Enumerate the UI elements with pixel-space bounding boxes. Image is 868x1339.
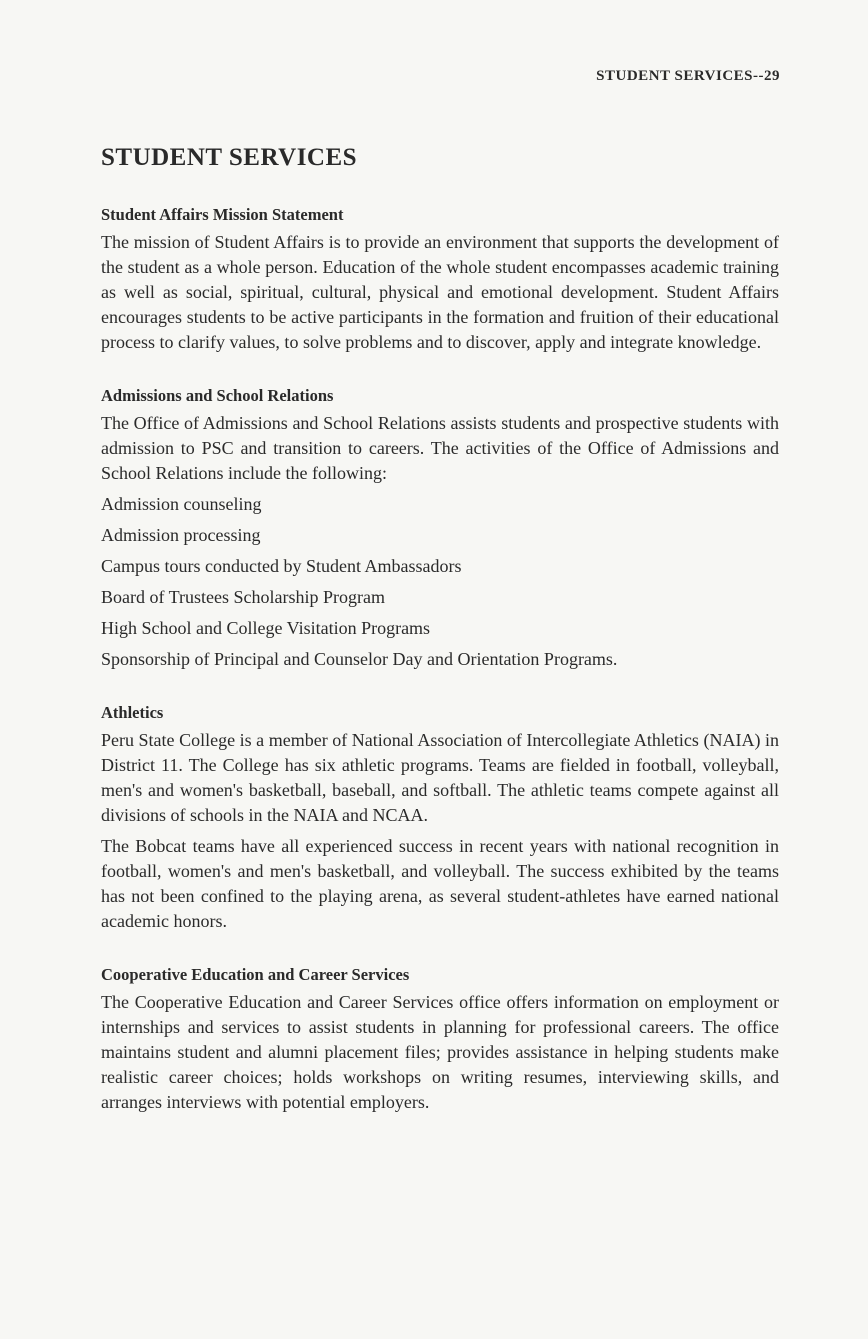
list-item: Board of Trustees Scholarship Program [101,587,385,607]
page-title: STUDENT SERVICES [101,144,358,171]
paragraph: Peru State College is a member of National Association of Intercollegiate Athletics (NAIA) in District 11. The College has six athletic programs. Teams are fielded in football, volleyball, men's and women's basketball, baseball, and softball. The athletic teams compete against all divisions of schools in the NAIA and NCAA. [101,730,779,825]
page-content [101,204,779,1145]
list-item: Admission processing [101,525,261,545]
running-head: STUDENT SERVICES--29 [596,68,780,84]
section-heading: Student Affairs Mission Statement [101,205,344,224]
list-item: Sponsorship of Principal and Counselor Day and Orientation Programs. [101,649,618,669]
section-mission [101,204,779,355]
section-coop [101,964,779,1115]
section-admissions [101,385,779,672]
paragraph: The Cooperative Education and Career Services office offers information on employment or internships and services to assist students in planning for professional careers. The office maintains student and alumni placement files; provides assistance in helping students make realistic career choices; holds workshops on writing resumes, interviewing skills, and arranges interviews with potential employers. [101,992,779,1112]
paragraph: The mission of Student Affairs is to provide an environment that supports the development of the student as a whole person. Education of the whole student encompasses academic training as well as social, spiritual, cultural, physical and emotional development. Student Affairs encourages students to be active participants in the formation and fruition of their educational process to clarify values, to solve problems and to discover, apply and integrate knowledge. [101,232,779,352]
section-athletics [101,702,779,934]
section-heading: Athletics [101,703,164,722]
list-item: High School and College Visitation Programs [101,618,431,638]
section-heading: Cooperative Education and Career Services [101,965,410,984]
list-item: Admission counseling [101,494,262,514]
activities-list [101,492,779,672]
paragraph: The Bobcat teams have all experienced success in recent years with national recognition in football, women's and men's basketball, and volleyball. The success exhibited by the teams has not been confined to the playing arena, as several student-athletes have earned national academic honors. [101,836,779,931]
section-heading: Admissions and School Relations [101,386,334,405]
list-item: Campus tours conducted by Student Ambassadors [101,556,462,576]
paragraph: The Office of Admissions and School Relations assists students and prospective students with admission to PSC and transition to careers. The activities of the Office of Admissions and School Relations include the following: [101,413,779,483]
